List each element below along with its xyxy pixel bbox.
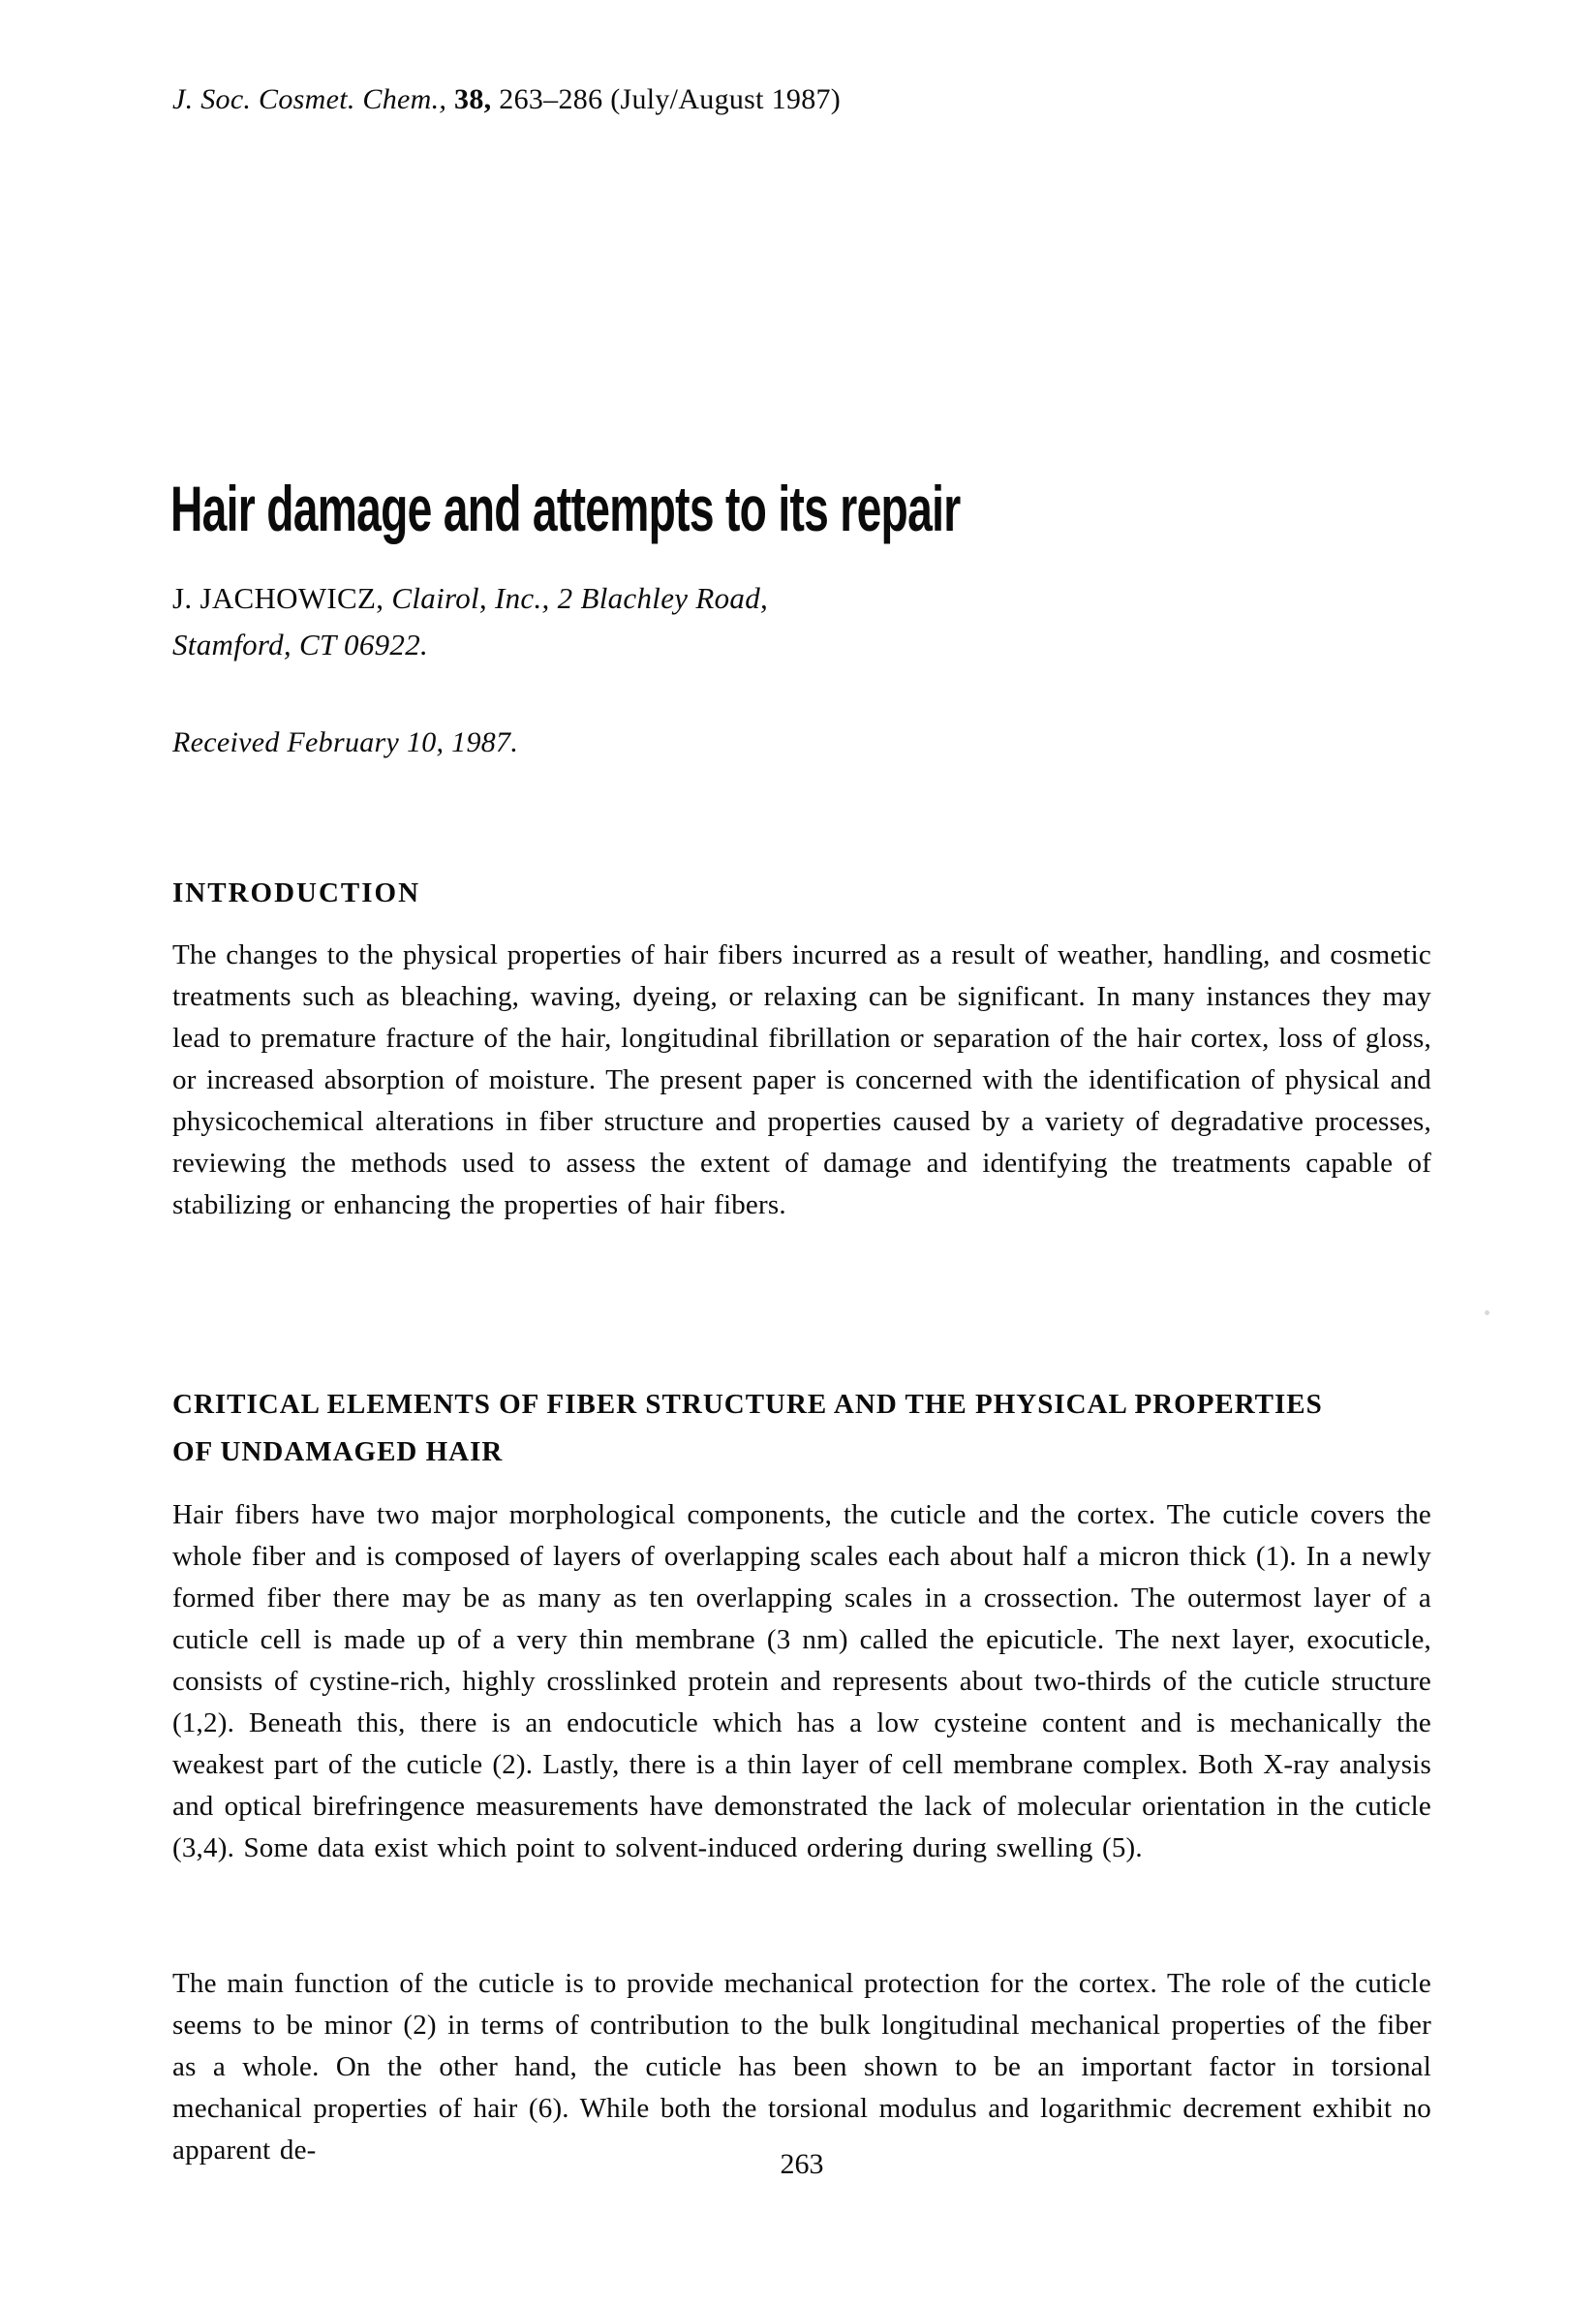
journal-name: J. Soc. Cosmet. Chem.,	[172, 83, 447, 115]
section-heading-line-1: CRITICAL ELEMENTS OF FIBER STRUCTURE AND THE PHYSICAL PROPERTIES	[172, 1389, 1323, 1421]
author-name: J. JACHOWICZ,	[172, 581, 384, 615]
paragraph-critical-elements-2: The main function of the cuticle is to provide mechanical protection for the cortex. The role of the cuticle seems to be minor (2) in terms of contribution to the bulk longitudinal mechanical properties of the fiber as a whole. On the other hand, the cuticle has been shown to be an important factor in torsional mechanical properties of hair (6). While both the torsional modulus and logarithmic decrement exhibit no apparent de-	[172, 1968, 1431, 2166]
article-title: Hair damage and attempts to its repair	[170, 473, 961, 545]
section-heading-critical-elements	[172, 1381, 1460, 1476]
section-heading-introduction: INTRODUCTION	[172, 877, 421, 909]
author-block	[172, 575, 850, 668]
paragraph-critical-elements-1: Hair fibers have two major morphological components, the cuticle and the cortex. The cuticle covers the whole fiber and is composed of layers of overlapping scales each about half a micron thick (1). In a newly formed fiber there may be as many as ten overlapping scales in a crossection. The outermost layer of a cuticle cell is made up of a very thin membrane (3 nm) called the epicuticle. The next layer, exocuticle, consists of cystine-rich, highly crosslinked protein and represents about two-thirds of the cuticle structure (1,2). Beneath this, there is an endocuticle which has a low cysteine content and is mechanically the weakest part of the cuticle (2). Lastly, there is a thin layer of cell membrane complex. Both X-ray analysis and optical birefringence measurements have demonstrated the lack of molecular orientation in the cuticle (3,4). Some data exist which point to solvent-induced ordering during swelling (5).	[172, 1499, 1431, 1863]
received-date: Received February 10, 1987.	[172, 726, 519, 758]
journal-issue-date: (July/August 1987)	[610, 83, 842, 115]
scan-artifact-speck	[1485, 1310, 1489, 1315]
paragraph-introduction: The changes to the physical properties of hair fibers incurred as a result of weather, handling, and cosmetic treatments such as bleaching, waving, dyeing, or relaxing can be significant. In many instances they may lead to premature fracture of the hair, longitudinal fibrillation or separation of the hair cortex, loss of gloss, or increased absorption of moisture. The present paper is concerned with the identification of physical and physicochemical alterations in fiber structure and properties caused by a variety of degradative processes, reviewing the methods used to assess the extent of damage and identifying the treatments capable of stabilizing or enhancing the properties of hair fibers.	[172, 939, 1431, 1220]
author-affiliation: Clairol, Inc., 2 Blachley Road, Stamford, CT 06922.	[172, 581, 769, 661]
journal-volume: 38,	[454, 83, 492, 115]
section-heading-line-2: OF UNDAMAGED HAIR	[172, 1436, 504, 1468]
page-number: 263	[780, 2148, 824, 2180]
journal-citation	[172, 83, 841, 116]
journal-pages: 263–286	[499, 83, 603, 115]
